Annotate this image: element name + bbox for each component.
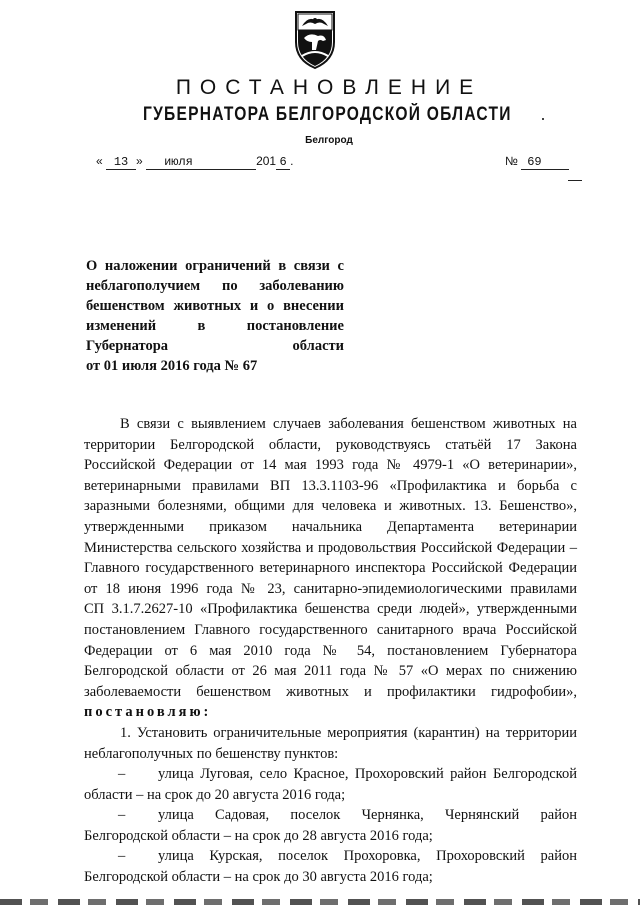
dash-bullet: – bbox=[118, 766, 126, 783]
body-line: Министерства сельского хозяйства и продовольствия Российской Федерации – bbox=[84, 539, 577, 556]
heading-word: неблагополучием bbox=[86, 278, 201, 294]
date-year-end: . bbox=[290, 154, 294, 168]
body-line: Российской Федерации от 14 мая 1993 года № 4979-1 «О ветеринарии», bbox=[84, 457, 577, 474]
point-line bbox=[84, 846, 577, 867]
date-month: июля bbox=[146, 155, 256, 170]
heading-line bbox=[86, 276, 344, 296]
point-text: области – на срок до 20 августа 2016 года; bbox=[84, 786, 346, 803]
point-line bbox=[84, 805, 577, 826]
heading-line: бешенством животных и о внесении bbox=[86, 298, 344, 314]
heading-word: области bbox=[292, 338, 344, 354]
heading-word: в bbox=[197, 318, 206, 334]
body-line: Федерации от 6 мая 2010 года № 54, постановлением Губернатора bbox=[84, 642, 577, 659]
stray-mark bbox=[568, 180, 582, 181]
document-type-title: ПОСТАНОВЛЕНИЕ bbox=[175, 76, 483, 99]
point-text: Белгородской области – на срок до 28 августа 2016 года; bbox=[84, 827, 433, 844]
point-line bbox=[84, 764, 577, 785]
heading-line: от 01 июля 2016 года № 67 bbox=[86, 358, 258, 374]
heading-line: О наложении ограничений в связи с bbox=[86, 258, 344, 274]
body-line: Белгородской области от 26 мая 2011 года № 57 «О мерах по снижению bbox=[84, 663, 577, 680]
body-line: ветеринарными правилами ВП 13.3.1103-96 «Профилактика и борьба с bbox=[84, 477, 577, 494]
heading-line bbox=[86, 336, 344, 356]
item-1-line: неблагополучных по бешенству пунктов: bbox=[84, 745, 339, 762]
document-body bbox=[84, 414, 577, 888]
document-number: 69 bbox=[521, 155, 569, 170]
date-day: 13 bbox=[106, 155, 136, 170]
heading-word: по bbox=[221, 278, 238, 294]
close-quote: » bbox=[136, 154, 143, 168]
body-line: заразными болезнями, общими для человека и животных. 13. Бешенство», bbox=[84, 498, 577, 515]
point-text: Белгородской области – на срок до 30 августа 2016 года; bbox=[84, 869, 433, 886]
dash-bullet: – bbox=[118, 848, 126, 865]
heading-word: заболеванию bbox=[259, 278, 344, 294]
number-label: № bbox=[505, 154, 518, 168]
stray-mark bbox=[542, 118, 544, 120]
item-1-line: 1. Установить ограничительные мероприятия (карантин) на территории bbox=[120, 724, 577, 741]
heading-line bbox=[86, 316, 344, 336]
body-line: СП 3.1.7.2627-10 «Профилактика бешенства среди людей», утвержденными bbox=[84, 601, 577, 618]
point-text: улица Луговая, село Красное, Прохоровский район Белгородской bbox=[158, 766, 577, 783]
body-line: утвержденными приказом начальника Департамента ветеринарии bbox=[84, 518, 577, 535]
number-field bbox=[505, 154, 569, 170]
dash-bullet: – bbox=[118, 807, 126, 824]
issuer-title: ГУБЕРНАТОРА БЕЛГОРОДСКОЙ ОБЛАСТИ bbox=[143, 104, 512, 125]
scan-edge-artifact bbox=[0, 899, 640, 905]
heading-word: постановление bbox=[246, 318, 344, 334]
body-line: от 18 июня 1996 года № 23, санитарно-эпидемиологическими правилами bbox=[84, 580, 577, 597]
heading-word: изменений bbox=[86, 318, 157, 334]
point-text: улица Садовая, поселок Чернянка, Чернянский район bbox=[158, 807, 577, 824]
coat-of-arms-icon bbox=[290, 8, 340, 70]
heading-word: Губернатора bbox=[86, 338, 169, 354]
body-line: В связи с выявлением случаев заболевания бешенством животных на bbox=[120, 416, 577, 432]
point-text: улица Курская, поселок Прохоровка, Прохоровский район bbox=[158, 848, 577, 865]
date-year-suffix: 6 bbox=[276, 155, 290, 170]
city-label: Белгород bbox=[305, 135, 353, 146]
body-line: территории Белгородской области, руководствуясь статьёй 17 Закона bbox=[84, 436, 577, 453]
open-quote: « bbox=[96, 154, 103, 168]
date-field bbox=[96, 154, 293, 170]
date-year-prefix: 201 bbox=[256, 154, 277, 168]
resolve-word: постановляю: bbox=[84, 704, 212, 721]
body-line: заболеваемости бешенством животных и профилактики гидрофобии», bbox=[84, 683, 577, 700]
body-line: постановлением Главного государственного санитарного врача Российской bbox=[84, 621, 577, 638]
body-line: Главного государственного ветеринарного инспектора Российской Федерации bbox=[84, 560, 577, 577]
document-heading bbox=[86, 256, 344, 376]
